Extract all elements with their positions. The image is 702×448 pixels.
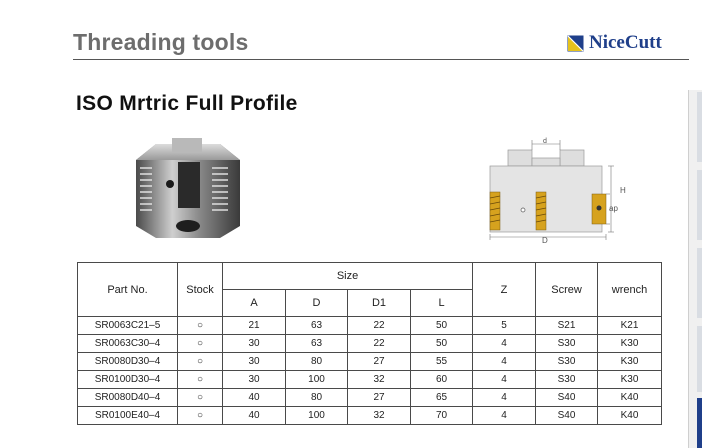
- page-edge-block: [697, 92, 702, 162]
- cell-screw: S21: [536, 317, 598, 335]
- header-stock: Stock: [178, 263, 223, 317]
- cell-l: 50: [411, 317, 473, 335]
- cell-a: 21: [223, 317, 286, 335]
- brand-logo: [567, 32, 662, 54]
- cell-wrench: K40: [598, 389, 662, 407]
- cell-z: 5: [473, 317, 536, 335]
- dim-ap-label: ap: [609, 204, 618, 213]
- table-row: [78, 371, 662, 389]
- cell-d1: 27: [348, 353, 411, 371]
- page-edge-block: [697, 248, 702, 318]
- page-edge-tab: [697, 398, 702, 448]
- cell-screw: S30: [536, 371, 598, 389]
- cell-screw: S40: [536, 407, 598, 425]
- cell-a: 40: [223, 407, 286, 425]
- cell-part-no: SR0080D30–4: [78, 353, 178, 371]
- cell-screw: S40: [536, 389, 598, 407]
- header-size-a: A: [223, 290, 286, 317]
- cell-wrench: K40: [598, 407, 662, 425]
- cell-wrench: K21: [598, 317, 662, 335]
- cell-z: 4: [473, 389, 536, 407]
- cell-d: 63: [286, 335, 348, 353]
- cell-screw: S30: [536, 335, 598, 353]
- cell-z: 4: [473, 407, 536, 425]
- cell-z: 4: [473, 353, 536, 371]
- cell-part-no: SR0100D30–4: [78, 371, 178, 389]
- cell-a: 30: [223, 353, 286, 371]
- cell-stock: ○: [178, 353, 223, 371]
- cell-l: 60: [411, 371, 473, 389]
- cell-part-no: SR0100E40–4: [78, 407, 178, 425]
- cell-d: 63: [286, 317, 348, 335]
- cell-d: 80: [286, 353, 348, 371]
- cell-d: 100: [286, 371, 348, 389]
- cell-a: 30: [223, 335, 286, 353]
- cell-wrench: K30: [598, 371, 662, 389]
- cell-z: 4: [473, 335, 536, 353]
- cell-stock: ○: [178, 317, 223, 335]
- header-size-l: L: [411, 290, 473, 317]
- cell-a: 40: [223, 389, 286, 407]
- logo-icon: [567, 35, 584, 52]
- header-wrench: wrench: [598, 263, 662, 317]
- cell-stock: ○: [178, 389, 223, 407]
- cell-a: 30: [223, 371, 286, 389]
- cell-z: 4: [473, 371, 536, 389]
- cell-part-no: SR0063C30–4: [78, 335, 178, 353]
- cell-stock: ○: [178, 371, 223, 389]
- header-z: Z: [473, 263, 536, 317]
- dim-D-label: D: [542, 236, 548, 244]
- dim-h-label: H: [620, 186, 626, 195]
- brand-name: NiceCutt: [589, 32, 662, 53]
- cell-stock: ○: [178, 335, 223, 353]
- header-part-no: Part No.: [78, 263, 178, 317]
- cell-l: 55: [411, 353, 473, 371]
- cell-d1: 22: [348, 317, 411, 335]
- page-edge-block: [697, 170, 702, 240]
- cell-part-no: SR0080D40–4: [78, 389, 178, 407]
- dim-d-label: d: [543, 138, 547, 145]
- cell-d1: 32: [348, 371, 411, 389]
- cell-wrench: K30: [598, 335, 662, 353]
- table-row: [78, 389, 662, 407]
- cell-part-no: SR0063C21–5: [78, 317, 178, 335]
- cell-d: 80: [286, 389, 348, 407]
- header-size: Size: [223, 263, 473, 290]
- cell-d1: 32: [348, 407, 411, 425]
- technical-drawing: [480, 136, 640, 244]
- header-size-d1: D1: [348, 290, 411, 317]
- product-photo: [128, 138, 248, 242]
- spec-table: [77, 262, 662, 425]
- header-screw: Screw: [536, 263, 598, 317]
- table-row: [78, 317, 662, 335]
- cell-l: 70: [411, 407, 473, 425]
- section-title: ISO Mrtric Full Profile: [76, 92, 298, 115]
- table-row: [78, 407, 662, 425]
- cell-d1: 27: [348, 389, 411, 407]
- cell-d: 100: [286, 407, 348, 425]
- page-title: Threading tools: [73, 29, 249, 55]
- header-size-d: D: [286, 290, 348, 317]
- cell-l: 65: [411, 389, 473, 407]
- table-row: [78, 353, 662, 371]
- cell-screw: S30: [536, 353, 598, 371]
- cell-l: 50: [411, 335, 473, 353]
- header-divider: [73, 59, 689, 60]
- cell-wrench: K30: [598, 353, 662, 371]
- cell-stock: ○: [178, 407, 223, 425]
- page-edge-block: [697, 326, 702, 392]
- table-row: [78, 335, 662, 353]
- cell-d1: 22: [348, 335, 411, 353]
